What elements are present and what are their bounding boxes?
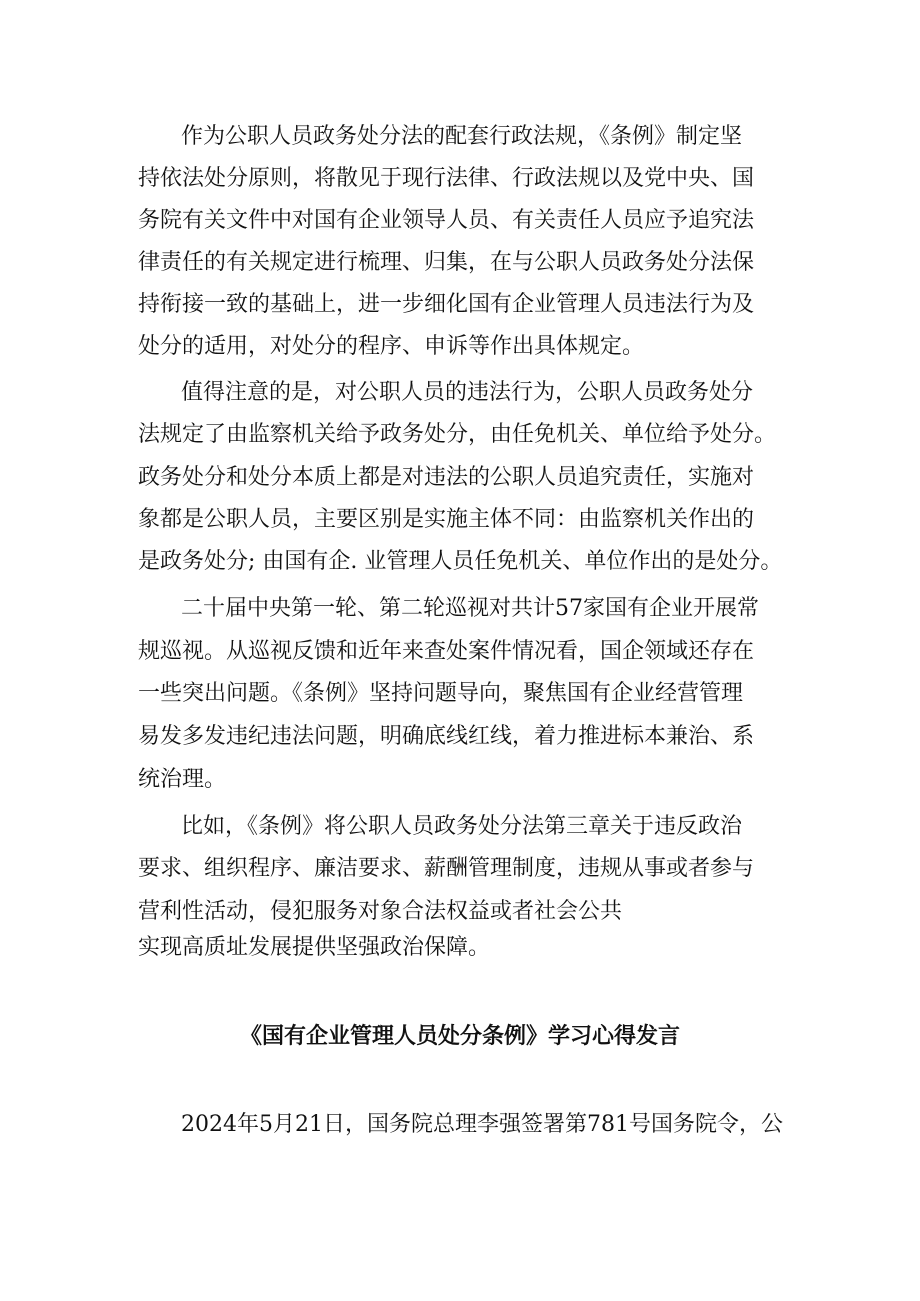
paragraph-1-line-1: 作为公职人员政务处分法的配套行政法规，《条例》制定坚 <box>181 124 743 149</box>
paragraph-3-line-1: 二十届中央第一轮、第二轮巡视对共计57家国有企业开展常 <box>181 596 759 621</box>
paragraph-2-line-5: 是政务处分; 由国有企. 业管理人员任免机关、单位作出的是处分。 <box>138 549 783 574</box>
section-title: 《国有企业管理人员处分条例》学习心得发言 <box>239 1024 680 1049</box>
paragraph-4-line-4: 实现高质址发展提供坚强政治保障。 <box>138 935 491 960</box>
paragraph-3-line-3: 一些突出问题。《条例》坚持问题导向，聚焦国有企业经营管理 <box>138 681 744 706</box>
paragraph-3-line-2: 规巡视。从巡视反馈和近年来查处案件情况看，国企领域还存在 <box>138 639 755 664</box>
paragraph-4-line-2: 要求、组织程序、廉洁要求、薪酬管理制度，违规从事或者参与 <box>138 856 755 881</box>
paragraph-3-line-5: 统治理。 <box>138 767 227 792</box>
paragraph-1-line-4: 律责任的有关规定进行梳理、归集，在与公职人员政务处分法保 <box>138 250 755 275</box>
paragraph-2-line-3: 政务处分和处分本质上都是对违法的公职人员追究责任，实施对 <box>138 465 755 490</box>
paragraph-2-line-2: 法规定了由监察机关给予政务处分，由任免机关、单位给予处分。 <box>138 422 777 447</box>
paragraph-1-line-3: 务院有关文件中对国有企业领导人员、有关责任人员应予追究法 <box>138 208 755 233</box>
paragraph-4-line-3: 营利性活动，侵犯服务对象合法权益或者社会公共 <box>138 899 623 924</box>
paragraph-5-line-1: 2024年5月21日，国务院总理李强签署第781号国务院令，公 <box>181 1112 783 1137</box>
paragraph-2-line-4: 象都是公职人员，主要区别是实施主体不同：由监察机关作出的 <box>138 507 755 532</box>
paragraph-3-line-4: 易发多发违纪违法问题，明确底线红线，着力推进标本兼治、系 <box>138 724 755 749</box>
paragraph-4-line-1: 比如，《条例》将公职人员政务处分法第三章关于违反政治 <box>181 814 743 839</box>
paragraph-1-line-6: 处分的适用，对处分的程序、申诉等作出具体规定。 <box>138 334 645 359</box>
paragraph-1-line-2: 持依法处分原则，将散见于现行法律、行政法规以及党中央、国 <box>138 166 755 191</box>
paragraph-2-line-1: 值得注意的是，对公职人员的违法行为，公职人员政务处分 <box>181 380 754 405</box>
paragraph-1-line-5: 持衔接一致的基础上，进一步细化国有企业管理人员违法行为及 <box>138 292 755 317</box>
